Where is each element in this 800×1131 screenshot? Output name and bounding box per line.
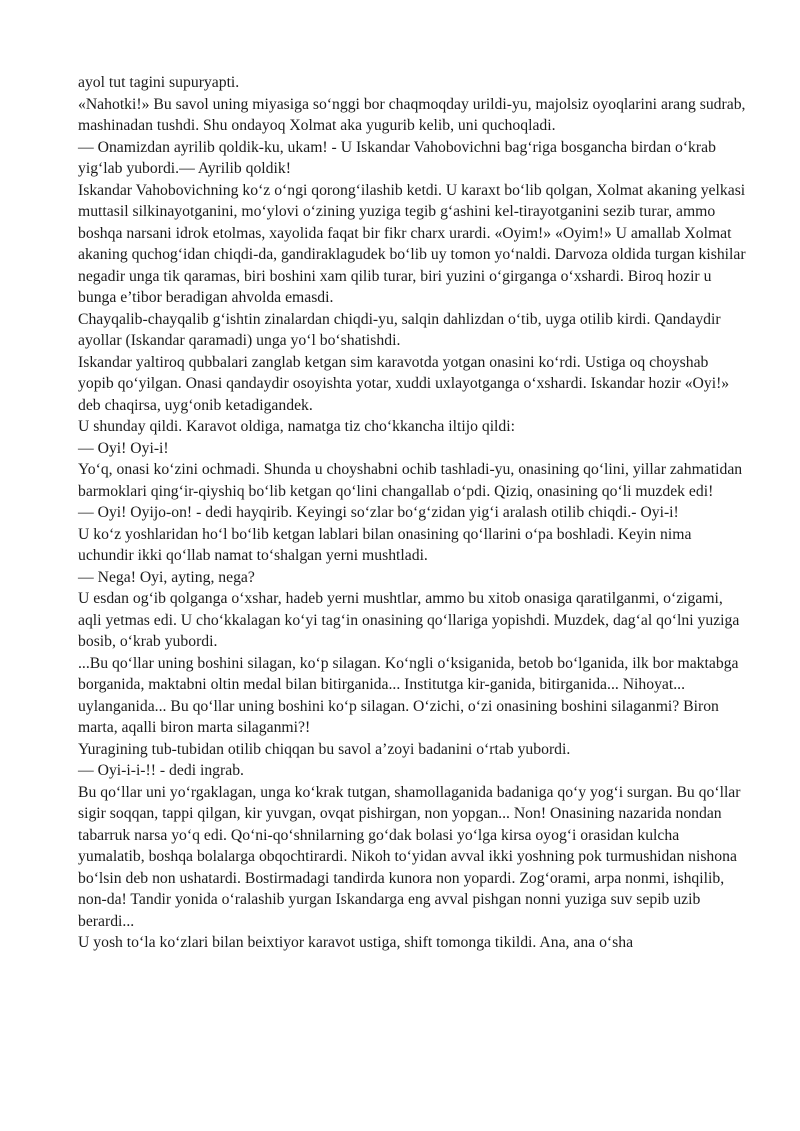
paragraph: Iskandar Vahobovichning ko‘z o‘ngi qorong‘ilashib ketdi. U karaxt bo‘lib qolgan, Xolmat akaning yelkasi muttasil silkinayotganini, mo‘ylovi o‘zining yuziga tegib g‘ashini kel-tirayotganini sezib turar, ammo boshqa narsani idrok etolmas, xayolida faqat bir fikr charx urardi. «Oyim!» «Oyim!» U amallab Xolmat akaning quchog‘idan chiqdi-da, gandiraklagudek bo‘lib uy tomon yo‘naldi. Darvoza oldida turgan kishilar negadir unga tik qaramas, biri boshini xam qilib turar, biri yuzini o‘girganga o‘xshardi. Biroq hozir u bunga e’tibor beradigan ahvolda emasdi. bbox=[78, 181, 746, 306]
paragraph: Chayqalib-chayqalib g‘ishtin zinalardan chiqdi-yu, salqin dahlizdan o‘tib, uyga otilib kirdi. Qandaydir ayollar (Iskandar qaramadi) unga yo‘l bo‘shatishdi. bbox=[78, 310, 721, 349]
dialogue-line: — Oyi! Oyi-i! bbox=[78, 439, 169, 457]
paragraph: ayol tut tagini supuryapti. bbox=[78, 74, 240, 91]
paragraph: Yuragining tub-tubidan otilib chiqqan bu savol a’zoyi badanini o‘rtab yubordi. bbox=[78, 740, 571, 758]
paragraph: Iskandar yaltiroq qubbalari zanglab ketgan sim karavotda yotgan onasini ko‘rdi. Ustiga oq choyshab yopib qo‘yilgan. Onasi qandaydir osoyishta yotar, xuddi uxlayotganga o‘xshardi. Iskandar hozir «Oyi!» deb chaqirsa, uyg‘onib ketadigandek. bbox=[78, 353, 730, 414]
paragraph: Bu qo‘llar uni yo‘rgaklagan, unga ko‘krak tutgan, shamollaganida badaniga qo‘y yog‘i surgan. Bu qo‘llar sigir soqqan, tappi qilgan, kir yuvgan, ovqat pishirgan, non yopgan... Non! Onasining nazarida nondan tabarruk narsa yo‘q edi. Qo‘ni-qo‘shnilarning go‘dak bolasi yo‘lga kirsa oyog‘i orasidan kulcha yumalatib, boshqa bolalarga obqochtirardi. Nikoh to‘yidan avval ikki yoshning pok turmushidan nishona bo‘lsin deb non ushatardi. Bostirmadagi tandirda kunora non yopardi. Zog‘orami, arpa nonmi, ishqilib, non-da! Tandir yonida o‘ralashib yurgan Iskandarga eng avval pishgan nonni yuziga suv sepib uzib berardi... bbox=[78, 783, 741, 930]
dialogue-line: — Oyi! Oyijo-on! - dedi hayqirib. Keyingi so‘zlar bo‘g‘zidan yig‘i aralash otilib chiqdi.- Oyi-i! bbox=[78, 504, 679, 521]
paragraph: Yo‘q, onasi ko‘zini ochmadi. Shunda u choyshabni ochib tashladi-yu, onasining qo‘lini, yillar zahmatidan barmoklari qing‘ir-qiyshiq bo‘lib ketgan qo‘lini changallab o‘pdi. Qiziq, onasining qo‘li muzdek edi! bbox=[78, 461, 743, 500]
paragraph: U esdan og‘ib qolganga o‘xshar, hadeb yerni mushtlar, ammo bu xitob onasiga qaratilganmi, o‘zigami, aqli yetmas edi. U cho‘kkalagan ko‘yi tag‘in onasining qo‘llariga yopishdi. Muzdek, dag‘al qo‘lni yuziga bosib, o‘krab yubordi. bbox=[78, 590, 740, 650]
dialogue-line: — Oyi-i-i-!! - dedi ingrab. bbox=[78, 762, 244, 779]
dialogue-line: — Nega! Oyi, ayting, nega? bbox=[78, 568, 255, 586]
paragraph: U shunday qildi. Karavot oldiga, namatga tiz cho‘kkancha iltijo qildi: bbox=[78, 418, 515, 435]
paragraph: U yosh to‘la ko‘zlari bilan beixtiyor karavot ustiga, shift tomonga tikildi. Ana, ana o‘sha bbox=[78, 934, 634, 951]
paragraph: — Onamizdan ayrilib qoldik-ku, ukam! - U Iskandar Vahobovichni bag‘riga bosgancha birdan o‘krab yig‘lab yubordi.— Ayrilib qoldik! bbox=[78, 138, 716, 177]
paragraph: «Nahotki!» Bu savol uning miyasiga so‘nggi bor chaqmoqday urildi-yu, majolsiz oyoqlarini arang sudrab, mashinadan tushdi. Shu ondayoq Xolmat aka yugurib kelib, uni quchoqladi. bbox=[78, 95, 746, 134]
paragraph: U ko‘z yoshlaridan ho‘l bo‘lib ketgan lablari bilan onasining qo‘llarini o‘pa boshladi. Keyin nima uchundir ikki qo‘llab namat to‘shalgan yerni mushtladi. bbox=[78, 525, 692, 564]
paragraph: ...Bu qo‘llar uning boshini silagan, ko‘p silagan. Ko‘ngli o‘ksiganida, betob bo‘lganida, ilk bor maktabga borganida, maktabni oltin medal bilan bitirganida... Institutga kir-ganida, bitirganida... Nihoyat... uylanganida... Bu qo‘llar uning boshini ko‘p silagan. O‘zichi, o‘zi onasining boshini silaganmi? Biron marta, aqalli biron marta silaganmi?! bbox=[78, 654, 739, 736]
document-page bbox=[78, 72, 746, 954]
